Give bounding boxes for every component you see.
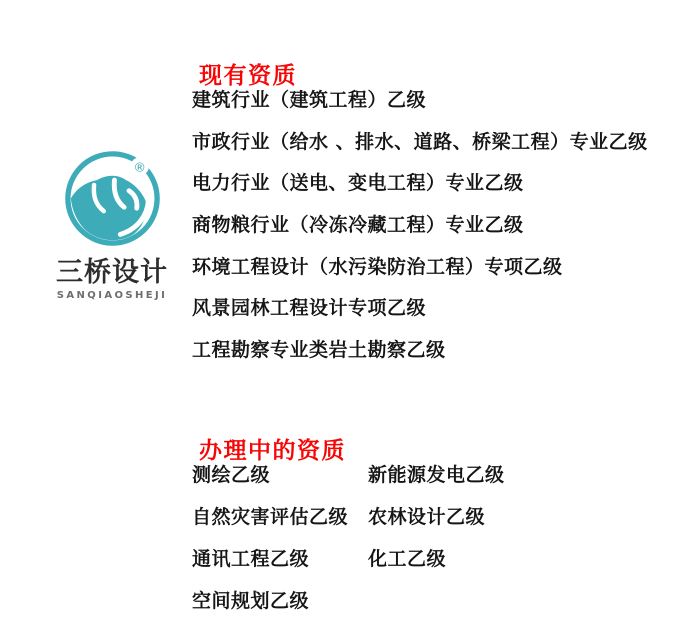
existing-qualifications-title: 现有资质 <box>199 63 297 90</box>
qualification-item: 市政行业（给水 、排水、道路、桥梁工程）专业乙级 <box>192 130 648 153</box>
pending-row <box>192 452 505 494</box>
qualification-item: 风景园林工程设计专项乙级 <box>192 297 427 320</box>
pending-row <box>192 494 505 536</box>
pending-row <box>192 536 505 578</box>
qualification-item: 新能源发电乙级 <box>368 463 505 486</box>
pending-row <box>192 579 505 621</box>
pending-qualifications-title: 办理中的资质 <box>199 438 346 465</box>
existing-qualifications-list <box>192 78 648 369</box>
qualification-item: 建筑行业（建筑工程）乙级 <box>192 89 427 112</box>
pending-qualifications-list <box>192 452 505 621</box>
qualification-item: 环境工程设计（水污染防治工程）专项乙级 <box>192 255 563 278</box>
qualification-item: 测绘乙级 <box>192 463 271 486</box>
qualification-item: 自然灾害评估乙级 <box>192 505 349 528</box>
qualification-item: 电力行业（送电、变电工程）专业乙级 <box>192 172 524 195</box>
qualification-item: 化工乙级 <box>368 547 447 570</box>
company-logo <box>54 150 170 301</box>
qualification-item: 商物粮行业（冷冻冷藏工程）专业乙级 <box>192 214 524 237</box>
qualification-item: 空间规划乙级 <box>192 590 310 613</box>
qualification-item: 通讯工程乙级 <box>192 547 310 570</box>
qualification-item: 工程勘察专业类岩土勘察乙级 <box>192 338 446 361</box>
company-name-en: SANQIAOSHEJI <box>56 290 168 301</box>
registered-trademark-icon: ® <box>132 159 146 175</box>
wave-logo-icon <box>64 150 161 247</box>
qualification-item: 农林设计乙级 <box>368 505 486 528</box>
company-name-cn: 三桥设计 <box>56 257 168 288</box>
